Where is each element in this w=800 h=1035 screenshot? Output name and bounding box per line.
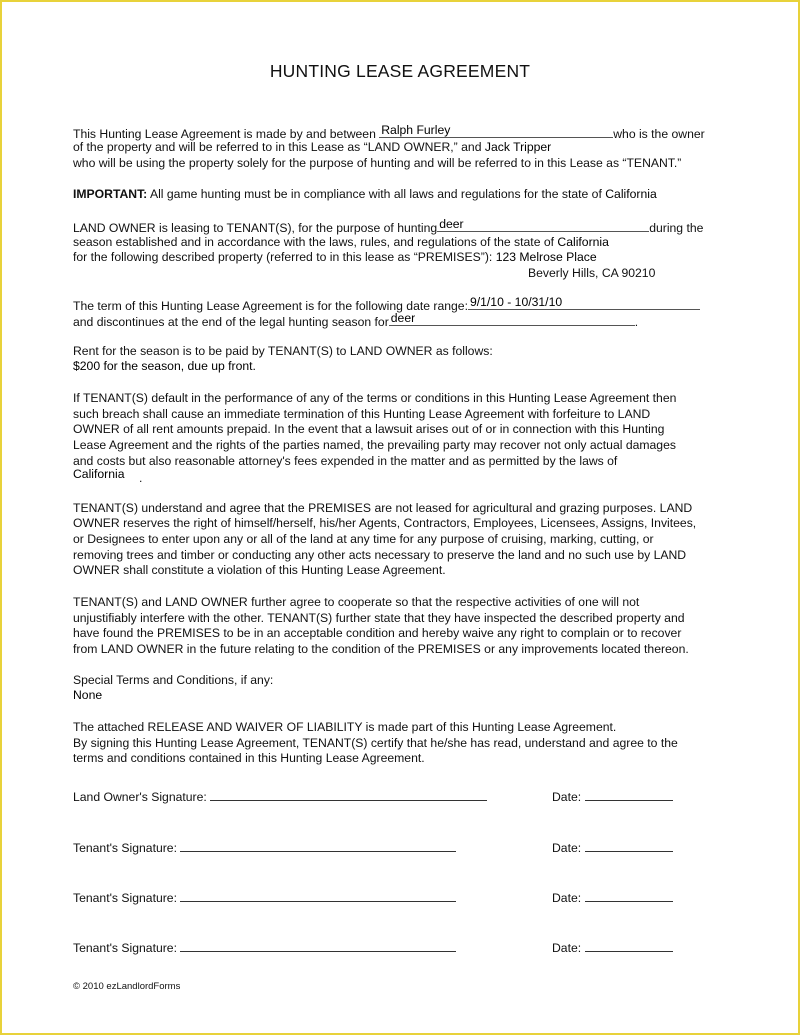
intro-line-1: This Hunting Lease Agreement is made by and between Ralph Furley who is the owner [73, 123, 705, 141]
tenant-3-date-line[interactable] [585, 940, 673, 952]
signature-row [73, 890, 456, 905]
date-label: Date: [552, 891, 582, 905]
owner-name-field[interactable]: Ralph Furley [379, 125, 613, 138]
default-line-2: such breach shall cause an immediate termination of this Hunting Lease Agreement with forfeiture to LAND [73, 407, 651, 421]
signature-label: Tenant's Signature: [73, 841, 177, 855]
default-line-4: Lease Agreement and the rights of the parties named, the prevailing party may recover not only actual damages [73, 438, 676, 452]
lease-state-field[interactable]: California [557, 235, 609, 249]
rent-line-1: Rent for the season is to be paid by TENANT(S) to LAND OWNER as follows: [73, 344, 493, 358]
term-line-1: The term of this Hunting Lease Agreement is for the following date range: 9/1/10 - 10/31/10 [73, 297, 700, 314]
premises-line-3: or Designees to enter upon any or all of the land at any time for any purpose of cruising, marking, cutting, or [73, 532, 654, 546]
date-row [552, 940, 673, 955]
date-row [552, 840, 673, 855]
default-line-1: If TENANT(S) default in the performance of any of the terms or conditions in this Hunting Lease Agreement then [73, 391, 677, 405]
document-title: HUNTING LEASE AGREEMENT [269, 61, 531, 81]
special-terms-field[interactable]: None [73, 688, 103, 702]
address-line-2-field[interactable]: Beverly Hills, CA 90210 [528, 266, 656, 280]
signature-label: Tenant's Signature: [73, 941, 177, 955]
lease-line-2: season established and in accordance with the laws, rules, and regulations of the state of California [73, 235, 609, 249]
tenant-2-signature-line[interactable] [180, 890, 456, 902]
tenant-1-date-line[interactable] [585, 840, 673, 852]
premises-line-1: TENANT(S) understand and agree that the PREMISES are not leased for agricultural and grazing purposes. LAND [73, 501, 693, 515]
release-line-3: terms and conditions contained in this Hunting Lease Agreement. [73, 751, 425, 765]
default-line-5: and costs but also reasonable attorney's fees expended in the matter and as permitted by the laws of [73, 454, 618, 468]
tenant-2-date-line[interactable] [585, 890, 673, 902]
copyright-footer: © 2010 ezLandlordForms [73, 981, 181, 992]
land-owner-date-line[interactable] [585, 789, 673, 801]
tenant-name-field[interactable]: Jack Tripper [484, 140, 552, 154]
date-label: Date: [552, 841, 582, 855]
date-label: Date: [552, 941, 582, 955]
special-terms-label: Special Terms and Conditions, if any: [73, 673, 274, 687]
date-label: Date: [552, 790, 582, 804]
premises-line-2: OWNER reserves the right of himself/herself, his/her Agents, Contractors, Employees, Licensees, Assigns, Invitees, [73, 516, 697, 530]
laws-state-field[interactable]: California [73, 469, 139, 482]
default-line-6: California . [73, 467, 143, 485]
intro-line-3: who will be using the property solely for the purpose of hunting and will be referred to in this Lease as “TENANT.” [73, 156, 682, 170]
important-label: IMPORTANT: [73, 187, 148, 201]
game-field[interactable]: deer [437, 219, 649, 232]
address-line-1-field[interactable]: 123 Melrose Place [495, 250, 597, 264]
important-line: IMPORTANT: All game hunting must be in compliance with all laws and regulations for the state of California [73, 187, 657, 201]
signature-label: Tenant's Signature: [73, 891, 177, 905]
signature-row [73, 789, 487, 804]
coop-line-4: from LAND OWNER in the future relating to the condition of the PREMISES or any improvements located thereon. [73, 642, 689, 656]
premises-line-4: removing trees and timber or conducting any other acts necessary to preserve the land and no such use by LAND [73, 548, 687, 562]
release-line-1: The attached RELEASE AND WAIVER OF LIABILITY is made part of this Hunting Lease Agreement. [73, 720, 617, 734]
tenant-1-signature-line[interactable] [180, 840, 456, 852]
coop-line-2: unjustifiably interfere with the other. TENANT(S) further state that they have inspected the described property and [73, 611, 685, 625]
signature-row [73, 840, 456, 855]
date-range-field[interactable]: 9/1/10 - 10/31/10 [468, 297, 700, 310]
coop-line-3: have found the PREMISES to be in an acceptable condition and hereby waive any right to complain or to recover [73, 626, 682, 640]
default-line-3: OWNER of all rent amounts prepaid. In the event that a lawsuit arises out of or in connection with this Hunting [73, 422, 665, 436]
release-line-2: By signing this Hunting Lease Agreement, TENANT(S) certify that he/she has read, understand and agree to the [73, 736, 678, 750]
season-game-field[interactable]: deer [389, 313, 635, 326]
important-state-field[interactable]: California [605, 187, 657, 201]
signature-row [73, 940, 456, 955]
tenant-3-signature-line[interactable] [180, 940, 456, 952]
signature-label: Land Owner's Signature: [73, 790, 207, 804]
rent-terms-field[interactable]: $200 for the season, due up front. [73, 359, 256, 373]
lease-line-3: for the following described property (referred to in this lease as “PREMISES”): 123 Melrose Place [73, 250, 597, 264]
lease-line-1: LAND OWNER is leasing to TENANT(S), for the purpose of hunting deer during the [73, 217, 704, 235]
date-row [552, 890, 673, 905]
premises-line-5: OWNER shall constitute a violation of this Hunting Lease Agreement. [73, 563, 446, 577]
intro-line-2: of the property and will be referred to in this Lease as “LAND OWNER,” and Jack Tripper [73, 140, 552, 154]
coop-line-1: TENANT(S) and LAND OWNER further agree to cooperate so that the respective activities of one will not [73, 595, 640, 609]
term-line-2: and discontinues at the end of the legal hunting season for deer . [73, 311, 639, 329]
land-owner-signature-line[interactable] [210, 789, 487, 801]
date-row [552, 789, 673, 804]
